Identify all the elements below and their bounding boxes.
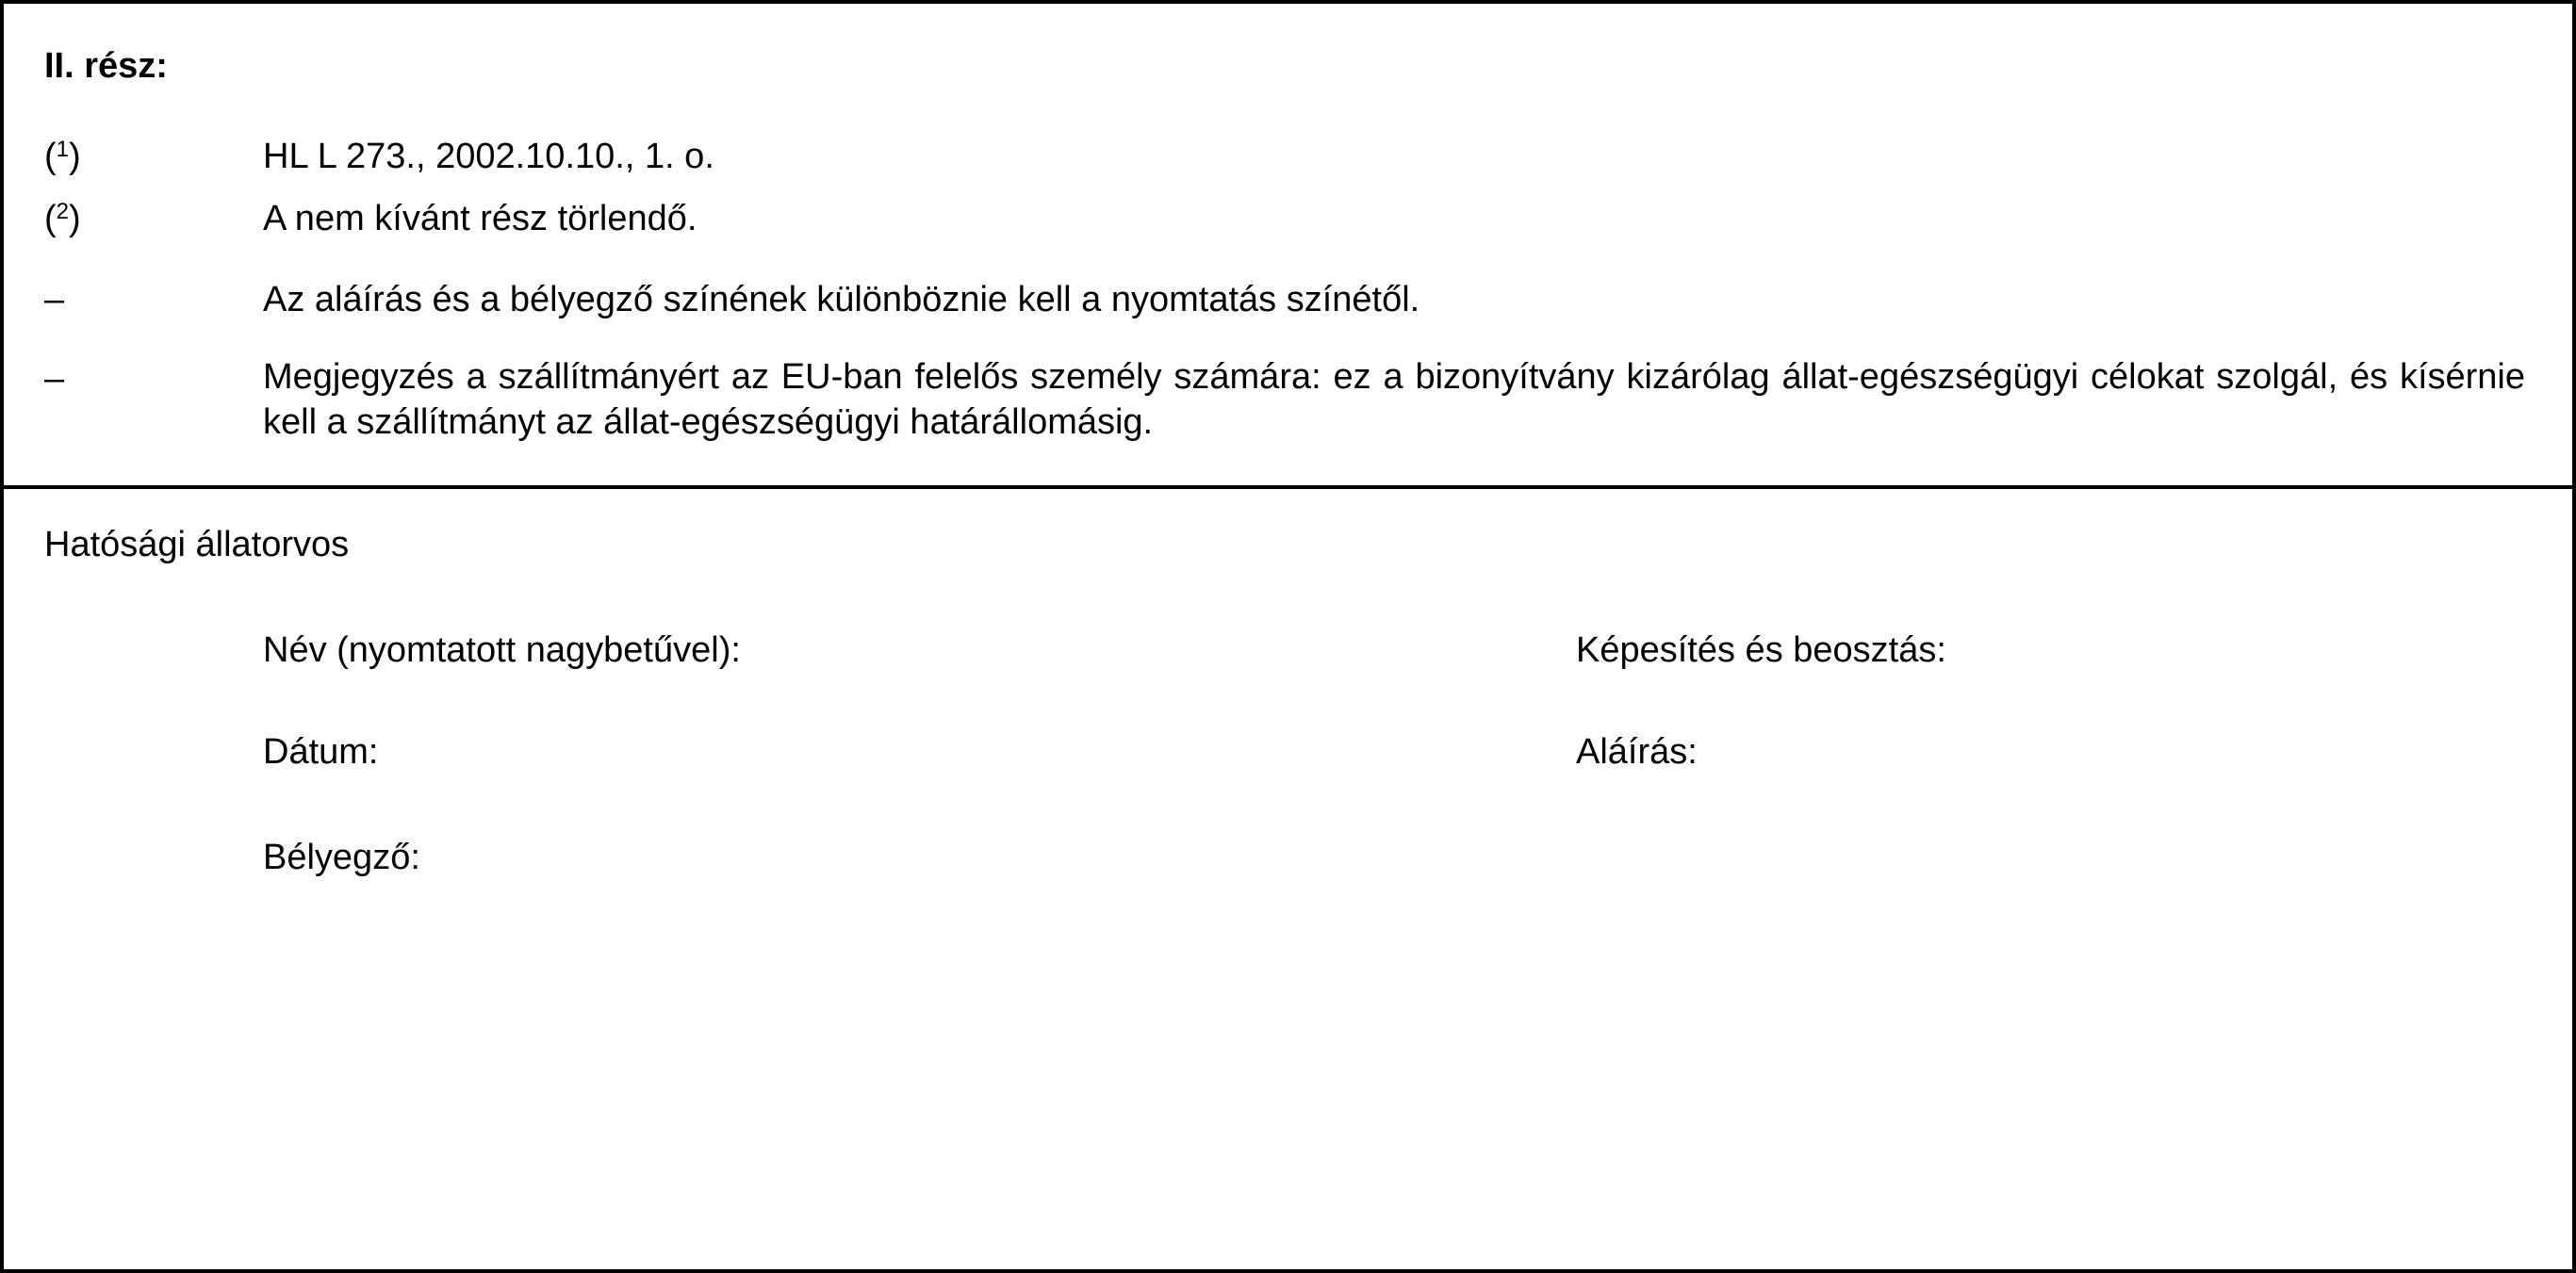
date-label: Dátum:: [263, 732, 379, 772]
note-marker-2: ($^2$): [44, 199, 81, 238]
note-marker-1: ($^1$): [44, 137, 81, 176]
official-veterinarian-title: Hatósági állatorvos: [44, 525, 350, 564]
note-dash-1: –: [44, 280, 65, 319]
name-label: Név (nyomtatott nagybetűvel):: [263, 630, 741, 670]
stamp-label: Bélyegző:: [263, 838, 420, 877]
signature-label: Aláírás:: [1576, 732, 1698, 772]
qualification-label: Képesítés és beosztás:: [1576, 630, 1946, 670]
note-text-2: A nem kívánt rész törlendő.: [263, 199, 697, 238]
part-heading: II. rész:: [44, 46, 168, 86]
note-text-4: Megjegyzés a szállítmányért az EU-ban felelős személy számára: ez a bizonyítvány kizárólag állat-egészségügyi célokat szolgál, és kísérnie kell a szállítmányt az állat-egészségügyi határállomásig.: [263, 357, 2525, 442]
section-divider: [0, 485, 2576, 489]
note-dash-2: –: [44, 359, 65, 399]
note-text-3: Az aláírás és a bélyegző színének különböznie kell a nyomtatás színétől.: [263, 280, 1420, 319]
note-text-1: HL L 273., 2002.10.10., 1. o.: [263, 137, 714, 176]
